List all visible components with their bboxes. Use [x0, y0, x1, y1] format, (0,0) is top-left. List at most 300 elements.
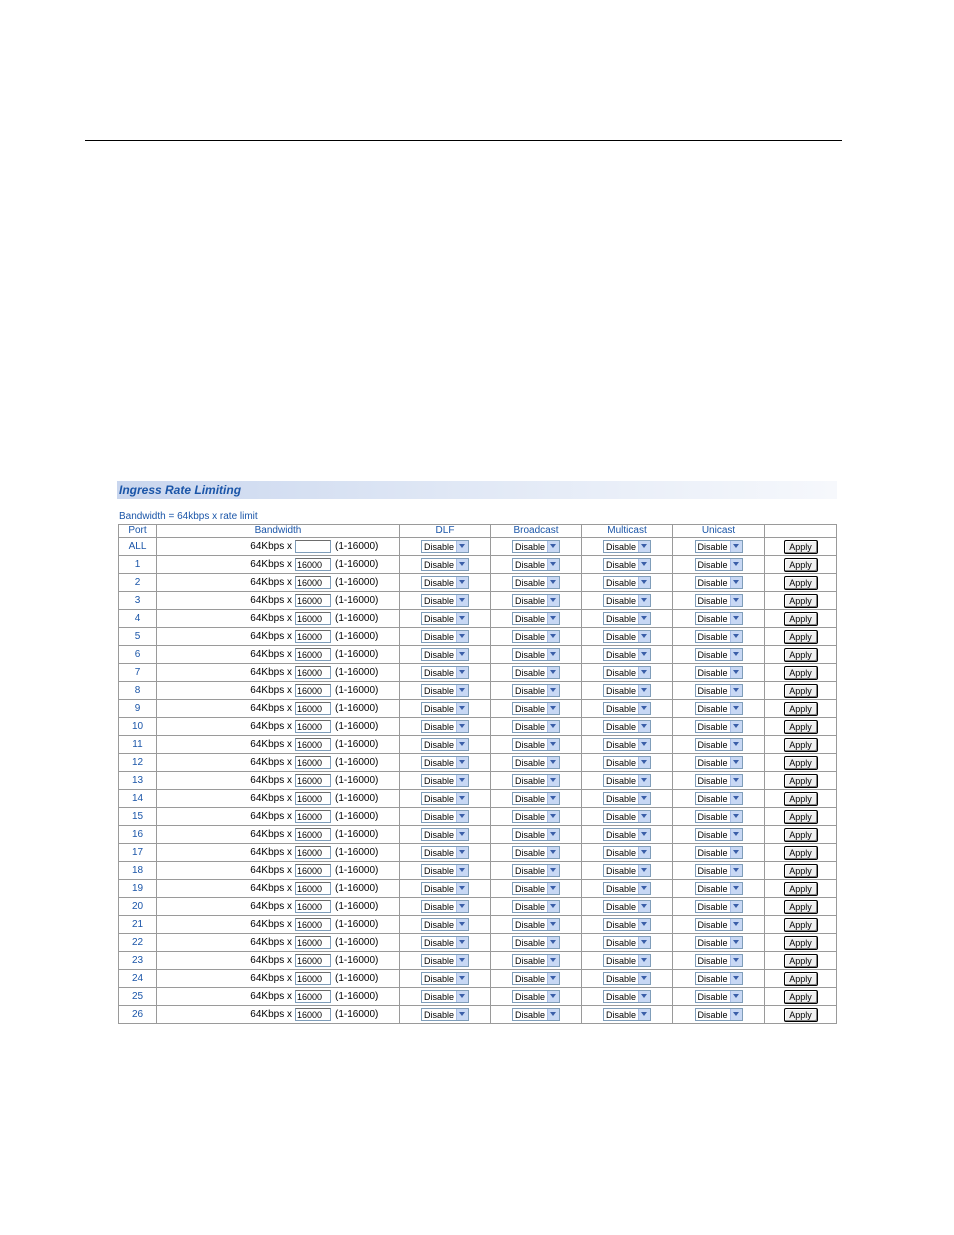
unicast-cell [673, 952, 765, 970]
multicast-select[interactable] [603, 936, 651, 949]
dlf-select[interactable] [421, 882, 469, 895]
chevron-down-icon[interactable] [730, 577, 742, 588]
chevron-down-icon[interactable] [730, 775, 742, 786]
broadcast-select[interactable] [512, 972, 560, 985]
multicast-select[interactable] [603, 702, 651, 715]
multicast-select[interactable] [603, 990, 651, 1003]
multicast-select[interactable] [603, 828, 651, 841]
apply-button[interactable]: Apply [784, 846, 818, 860]
unicast-select[interactable] [695, 684, 743, 697]
unicast-select[interactable] [695, 882, 743, 895]
unicast-select[interactable] [695, 702, 743, 715]
unicast-select[interactable] [695, 1008, 743, 1021]
multicast-select[interactable] [603, 576, 651, 589]
rate-limit-input[interactable] [295, 612, 331, 625]
broadcast-select[interactable] [512, 828, 560, 841]
chevron-down-icon[interactable] [730, 991, 742, 1002]
multicast-select[interactable] [603, 684, 651, 697]
apply-button[interactable]: Apply [784, 936, 818, 950]
chevron-down-icon[interactable] [638, 757, 650, 768]
chevron-down-icon[interactable] [730, 919, 742, 930]
dlf-select[interactable] [421, 846, 469, 859]
chevron-down-icon[interactable] [730, 685, 742, 696]
apply-button[interactable]: Apply [784, 1008, 818, 1022]
rate-limit-input[interactable] [295, 666, 331, 679]
chevron-down-icon[interactable] [547, 811, 559, 822]
chevron-down-icon[interactable] [456, 793, 468, 804]
broadcast-select[interactable] [512, 792, 560, 805]
apply-button[interactable]: Apply [784, 648, 818, 662]
rate-limit-input[interactable] [295, 900, 331, 913]
chevron-down-icon[interactable] [547, 991, 559, 1002]
apply-button[interactable]: Apply [784, 720, 818, 734]
chevron-down-icon[interactable] [456, 919, 468, 930]
broadcast-select[interactable] [512, 846, 560, 859]
chevron-down-icon[interactable] [730, 757, 742, 768]
dlf-select[interactable] [421, 972, 469, 985]
dlf-select[interactable] [421, 1008, 469, 1021]
multicast-select[interactable] [603, 810, 651, 823]
unicast-cell [673, 880, 765, 898]
apply-button[interactable]: Apply [784, 954, 818, 968]
chevron-down-icon[interactable] [547, 739, 559, 750]
chevron-down-icon[interactable] [456, 829, 468, 840]
chevron-down-icon[interactable] [456, 667, 468, 678]
rate-limit-input[interactable] [295, 702, 331, 715]
apply-button[interactable]: Apply [784, 540, 818, 554]
chevron-down-icon[interactable] [547, 829, 559, 840]
chevron-down-icon[interactable] [456, 883, 468, 894]
broadcast-select[interactable] [512, 648, 560, 661]
broadcast-select[interactable] [512, 702, 560, 715]
broadcast-select[interactable] [512, 810, 560, 823]
apply-button[interactable]: Apply [784, 594, 818, 608]
chevron-down-icon[interactable] [547, 667, 559, 678]
chevron-down-icon[interactable] [456, 685, 468, 696]
chevron-down-icon[interactable] [456, 703, 468, 714]
chevron-down-icon[interactable] [638, 613, 650, 624]
multicast-cell [582, 736, 673, 754]
chevron-down-icon[interactable] [638, 721, 650, 732]
rate-limit-input[interactable] [295, 954, 331, 967]
dlf-select[interactable] [421, 738, 469, 751]
chevron-down-icon[interactable] [638, 577, 650, 588]
chevron-down-icon[interactable] [638, 991, 650, 1002]
dlf-select[interactable] [421, 756, 469, 769]
multicast-select[interactable] [603, 630, 651, 643]
dlf-select[interactable] [421, 774, 469, 787]
apply-button[interactable]: Apply [784, 990, 818, 1004]
rate-limit-input[interactable] [295, 756, 331, 769]
rate-limit-input[interactable] [295, 558, 331, 571]
unicast-select[interactable] [695, 558, 743, 571]
rate-limit-input[interactable] [295, 792, 331, 805]
chevron-down-icon[interactable] [638, 739, 650, 750]
chevron-down-icon[interactable] [547, 973, 559, 984]
multicast-select[interactable] [603, 558, 651, 571]
chevron-down-icon[interactable] [638, 685, 650, 696]
select-value: Disable [424, 739, 455, 750]
multicast-select[interactable] [603, 594, 651, 607]
chevron-down-icon[interactable] [638, 775, 650, 786]
chevron-down-icon[interactable] [456, 811, 468, 822]
dlf-select[interactable] [421, 720, 469, 733]
dlf-select[interactable] [421, 990, 469, 1003]
unicast-select[interactable] [695, 666, 743, 679]
multicast-select[interactable] [603, 648, 651, 661]
chevron-down-icon[interactable] [730, 703, 742, 714]
dlf-select[interactable] [421, 666, 469, 679]
multicast-select[interactable] [603, 738, 651, 751]
rate-limit-input[interactable] [295, 630, 331, 643]
broadcast-select[interactable] [512, 864, 560, 877]
chevron-down-icon[interactable] [547, 541, 559, 552]
apply-button[interactable]: Apply [784, 774, 818, 788]
unicast-select[interactable] [695, 792, 743, 805]
chevron-down-icon[interactable] [638, 595, 650, 606]
chevron-down-icon[interactable] [547, 937, 559, 948]
select-value: Disable [697, 829, 728, 840]
chevron-down-icon[interactable] [638, 829, 650, 840]
unicast-select[interactable] [695, 774, 743, 787]
chevron-down-icon[interactable] [730, 667, 742, 678]
chevron-down-icon[interactable] [456, 865, 468, 876]
multicast-select[interactable] [603, 900, 651, 913]
chevron-down-icon[interactable] [547, 721, 559, 732]
chevron-down-icon[interactable] [638, 667, 650, 678]
chevron-down-icon[interactable] [547, 883, 559, 894]
broadcast-select[interactable] [512, 936, 560, 949]
chevron-down-icon[interactable] [547, 595, 559, 606]
chevron-down-icon[interactable] [730, 649, 742, 660]
chevron-down-icon[interactable] [730, 901, 742, 912]
chevron-down-icon[interactable] [638, 937, 650, 948]
chevron-down-icon[interactable] [456, 649, 468, 660]
chevron-down-icon[interactable] [456, 559, 468, 570]
apply-button[interactable]: Apply [784, 630, 818, 644]
apply-button[interactable]: Apply [784, 864, 818, 878]
rate-limit-input[interactable] [295, 720, 331, 733]
rate-limit-input[interactable] [295, 648, 331, 661]
chevron-down-icon[interactable] [456, 721, 468, 732]
dlf-select[interactable] [421, 828, 469, 841]
chevron-down-icon[interactable] [638, 811, 650, 822]
chevron-down-icon[interactable] [456, 757, 468, 768]
rate-limit-input[interactable] [295, 828, 331, 841]
broadcast-select[interactable] [512, 540, 560, 553]
chevron-down-icon[interactable] [730, 811, 742, 822]
port-cell: ALL [119, 538, 157, 556]
apply-button[interactable]: Apply [784, 882, 818, 896]
rate-limit-input[interactable] [295, 936, 331, 949]
chevron-down-icon[interactable] [730, 541, 742, 552]
bandwidth-unit-label: 64Kbps x [250, 703, 292, 714]
chevron-down-icon[interactable] [547, 901, 559, 912]
chevron-down-icon[interactable] [456, 937, 468, 948]
unicast-select[interactable] [695, 846, 743, 859]
multicast-select[interactable] [603, 864, 651, 877]
select-value: Disable [515, 1009, 546, 1020]
chevron-down-icon[interactable] [547, 559, 559, 570]
unicast-select[interactable] [695, 540, 743, 553]
bandwidth-cell [157, 754, 400, 772]
rate-limit-input[interactable] [295, 684, 331, 697]
chevron-down-icon[interactable] [638, 973, 650, 984]
chevron-down-icon[interactable] [638, 901, 650, 912]
rate-limit-input[interactable] [295, 918, 331, 931]
chevron-down-icon[interactable] [456, 847, 468, 858]
unicast-select[interactable] [695, 810, 743, 823]
broadcast-select[interactable] [512, 918, 560, 931]
rate-limit-input[interactable] [295, 540, 331, 553]
broadcast-select[interactable] [512, 720, 560, 733]
chevron-down-icon[interactable] [730, 631, 742, 642]
chevron-down-icon[interactable] [730, 865, 742, 876]
chevron-down-icon[interactable] [638, 559, 650, 570]
chevron-down-icon[interactable] [638, 865, 650, 876]
chevron-down-icon[interactable] [456, 577, 468, 588]
chevron-down-icon[interactable] [730, 1009, 742, 1020]
dlf-cell [400, 970, 491, 988]
chevron-down-icon[interactable] [456, 631, 468, 642]
dlf-select[interactable] [421, 540, 469, 553]
unicast-select[interactable] [695, 594, 743, 607]
chevron-down-icon[interactable] [730, 937, 742, 948]
chevron-down-icon[interactable] [638, 631, 650, 642]
dlf-select[interactable] [421, 576, 469, 589]
apply-button[interactable]: Apply [784, 756, 818, 770]
chevron-down-icon[interactable] [638, 541, 650, 552]
chevron-down-icon[interactable] [456, 739, 468, 750]
bandwidth-cell [157, 646, 400, 664]
unicast-select[interactable] [695, 756, 743, 769]
chevron-down-icon[interactable] [547, 649, 559, 660]
unicast-select[interactable] [695, 936, 743, 949]
broadcast-select[interactable] [512, 1008, 560, 1021]
chevron-down-icon[interactable] [456, 775, 468, 786]
rate-limit-input[interactable] [295, 810, 331, 823]
unicast-select[interactable] [695, 720, 743, 733]
chevron-down-icon[interactable] [638, 955, 650, 966]
chevron-down-icon[interactable] [638, 847, 650, 858]
broadcast-select[interactable] [512, 738, 560, 751]
multicast-select[interactable] [603, 1008, 651, 1021]
chevron-down-icon[interactable] [730, 829, 742, 840]
chevron-down-icon[interactable] [456, 1009, 468, 1020]
chevron-down-icon[interactable] [547, 703, 559, 714]
dlf-select[interactable] [421, 810, 469, 823]
apply-button[interactable]: Apply [784, 972, 818, 986]
multicast-select[interactable] [603, 954, 651, 967]
chevron-down-icon[interactable] [638, 883, 650, 894]
table-header-row [119, 525, 837, 538]
chevron-down-icon[interactable] [456, 991, 468, 1002]
apply-button[interactable]: Apply [784, 828, 818, 842]
chevron-down-icon[interactable] [730, 847, 742, 858]
broadcast-select[interactable] [512, 576, 560, 589]
unicast-select[interactable] [695, 918, 743, 931]
multicast-select[interactable] [603, 666, 651, 679]
rate-limit-input[interactable] [295, 576, 331, 589]
dlf-select[interactable] [421, 612, 469, 625]
broadcast-select[interactable] [512, 756, 560, 769]
table-row [119, 988, 837, 1006]
apply-button[interactable]: Apply [784, 918, 818, 932]
chevron-down-icon[interactable] [456, 613, 468, 624]
chevron-down-icon[interactable] [638, 793, 650, 804]
chevron-down-icon[interactable] [730, 613, 742, 624]
rate-limit-input[interactable] [295, 882, 331, 895]
dlf-select[interactable] [421, 792, 469, 805]
unicast-select[interactable] [695, 738, 743, 751]
broadcast-select[interactable] [512, 990, 560, 1003]
broadcast-select[interactable] [512, 774, 560, 787]
chevron-down-icon[interactable] [547, 919, 559, 930]
chevron-down-icon[interactable] [456, 595, 468, 606]
unicast-select[interactable] [695, 612, 743, 625]
chevron-down-icon[interactable] [730, 793, 742, 804]
multicast-select[interactable] [603, 972, 651, 985]
chevron-down-icon[interactable] [730, 955, 742, 966]
chevron-down-icon[interactable] [730, 883, 742, 894]
chevron-down-icon[interactable] [547, 1009, 559, 1020]
unicast-select[interactable] [695, 630, 743, 643]
broadcast-cell [491, 790, 582, 808]
multicast-select[interactable] [603, 612, 651, 625]
unicast-select[interactable] [695, 972, 743, 985]
select-value: Disable [515, 667, 546, 678]
dlf-select[interactable] [421, 954, 469, 967]
chevron-down-icon[interactable] [547, 631, 559, 642]
chevron-down-icon[interactable] [547, 847, 559, 858]
dlf-cell [400, 1006, 491, 1024]
broadcast-select[interactable] [512, 954, 560, 967]
select-value: Disable [515, 775, 546, 786]
panel-title: Ingress Rate Limiting [117, 481, 837, 499]
unicast-cell [673, 682, 765, 700]
chevron-down-icon[interactable] [547, 955, 559, 966]
chevron-down-icon[interactable] [547, 865, 559, 876]
broadcast-select[interactable] [512, 666, 560, 679]
chevron-down-icon[interactable] [547, 775, 559, 786]
apply-button[interactable]: Apply [784, 666, 818, 680]
dlf-cell [400, 862, 491, 880]
dlf-select[interactable] [421, 936, 469, 949]
unicast-select[interactable] [695, 990, 743, 1003]
unicast-select[interactable] [695, 864, 743, 877]
broadcast-select[interactable] [512, 612, 560, 625]
chevron-down-icon[interactable] [730, 973, 742, 984]
dlf-select[interactable] [421, 648, 469, 661]
bandwidth-cell [157, 790, 400, 808]
chevron-down-icon[interactable] [730, 559, 742, 570]
multicast-select[interactable] [603, 846, 651, 859]
dlf-select[interactable] [421, 594, 469, 607]
multicast-cell [582, 952, 673, 970]
chevron-down-icon[interactable] [456, 541, 468, 552]
unicast-select[interactable] [695, 900, 743, 913]
broadcast-select[interactable] [512, 882, 560, 895]
broadcast-select[interactable] [512, 558, 560, 571]
unicast-select[interactable] [695, 954, 743, 967]
broadcast-select[interactable] [512, 630, 560, 643]
action-cell [765, 916, 837, 934]
unicast-select[interactable] [695, 828, 743, 841]
apply-button[interactable]: Apply [784, 558, 818, 572]
chevron-down-icon[interactable] [456, 955, 468, 966]
multicast-select[interactable] [603, 720, 651, 733]
chevron-down-icon[interactable] [456, 973, 468, 984]
multicast-select[interactable] [603, 540, 651, 553]
multicast-select[interactable] [603, 774, 651, 787]
chevron-down-icon[interactable] [547, 613, 559, 624]
chevron-down-icon[interactable] [730, 739, 742, 750]
apply-button[interactable]: Apply [784, 792, 818, 806]
chevron-down-icon[interactable] [638, 1009, 650, 1020]
select-value: Disable [606, 811, 637, 822]
rate-limit-input[interactable] [295, 738, 331, 751]
chevron-down-icon[interactable] [456, 901, 468, 912]
multicast-select[interactable] [603, 918, 651, 931]
dlf-select[interactable] [421, 630, 469, 643]
broadcast-cell [491, 664, 582, 682]
rate-limit-input[interactable] [295, 972, 331, 985]
chevron-down-icon[interactable] [638, 703, 650, 714]
apply-button[interactable]: Apply [784, 576, 818, 590]
dlf-select[interactable] [421, 558, 469, 571]
unicast-select[interactable] [695, 576, 743, 589]
broadcast-select[interactable] [512, 684, 560, 697]
apply-button[interactable]: Apply [784, 810, 818, 824]
multicast-select[interactable] [603, 882, 651, 895]
chevron-down-icon[interactable] [638, 649, 650, 660]
multicast-select[interactable] [603, 756, 651, 769]
dlf-select[interactable] [421, 864, 469, 877]
chevron-down-icon[interactable] [547, 577, 559, 588]
chevron-down-icon[interactable] [730, 721, 742, 732]
apply-button[interactable]: Apply [784, 702, 818, 716]
broadcast-select[interactable] [512, 594, 560, 607]
chevron-down-icon[interactable] [547, 793, 559, 804]
rate-limit-input[interactable] [295, 864, 331, 877]
chevron-down-icon[interactable] [638, 919, 650, 930]
port-cell: 21 [119, 916, 157, 934]
dlf-select[interactable] [421, 702, 469, 715]
dlf-select[interactable] [421, 900, 469, 913]
chevron-down-icon[interactable] [730, 595, 742, 606]
select-value: Disable [424, 991, 455, 1002]
chevron-down-icon[interactable] [547, 685, 559, 696]
apply-button[interactable]: Apply [784, 738, 818, 752]
unicast-select[interactable] [695, 648, 743, 661]
port-cell: 10 [119, 718, 157, 736]
apply-button[interactable]: Apply [784, 900, 818, 914]
bandwidth-unit-label: 64Kbps x [250, 919, 292, 930]
rate-limit-input[interactable] [295, 1008, 331, 1021]
rate-limit-input[interactable] [295, 594, 331, 607]
rate-limit-input[interactable] [295, 846, 331, 859]
dlf-select[interactable] [421, 918, 469, 931]
chevron-down-icon[interactable] [547, 757, 559, 768]
broadcast-select[interactable] [512, 900, 560, 913]
dlf-cell [400, 628, 491, 646]
rate-limit-input[interactable] [295, 990, 331, 1003]
apply-button[interactable]: Apply [784, 612, 818, 626]
apply-button[interactable]: Apply [784, 684, 818, 698]
dlf-select[interactable] [421, 684, 469, 697]
rate-limit-input[interactable] [295, 774, 331, 787]
multicast-select[interactable] [603, 792, 651, 805]
